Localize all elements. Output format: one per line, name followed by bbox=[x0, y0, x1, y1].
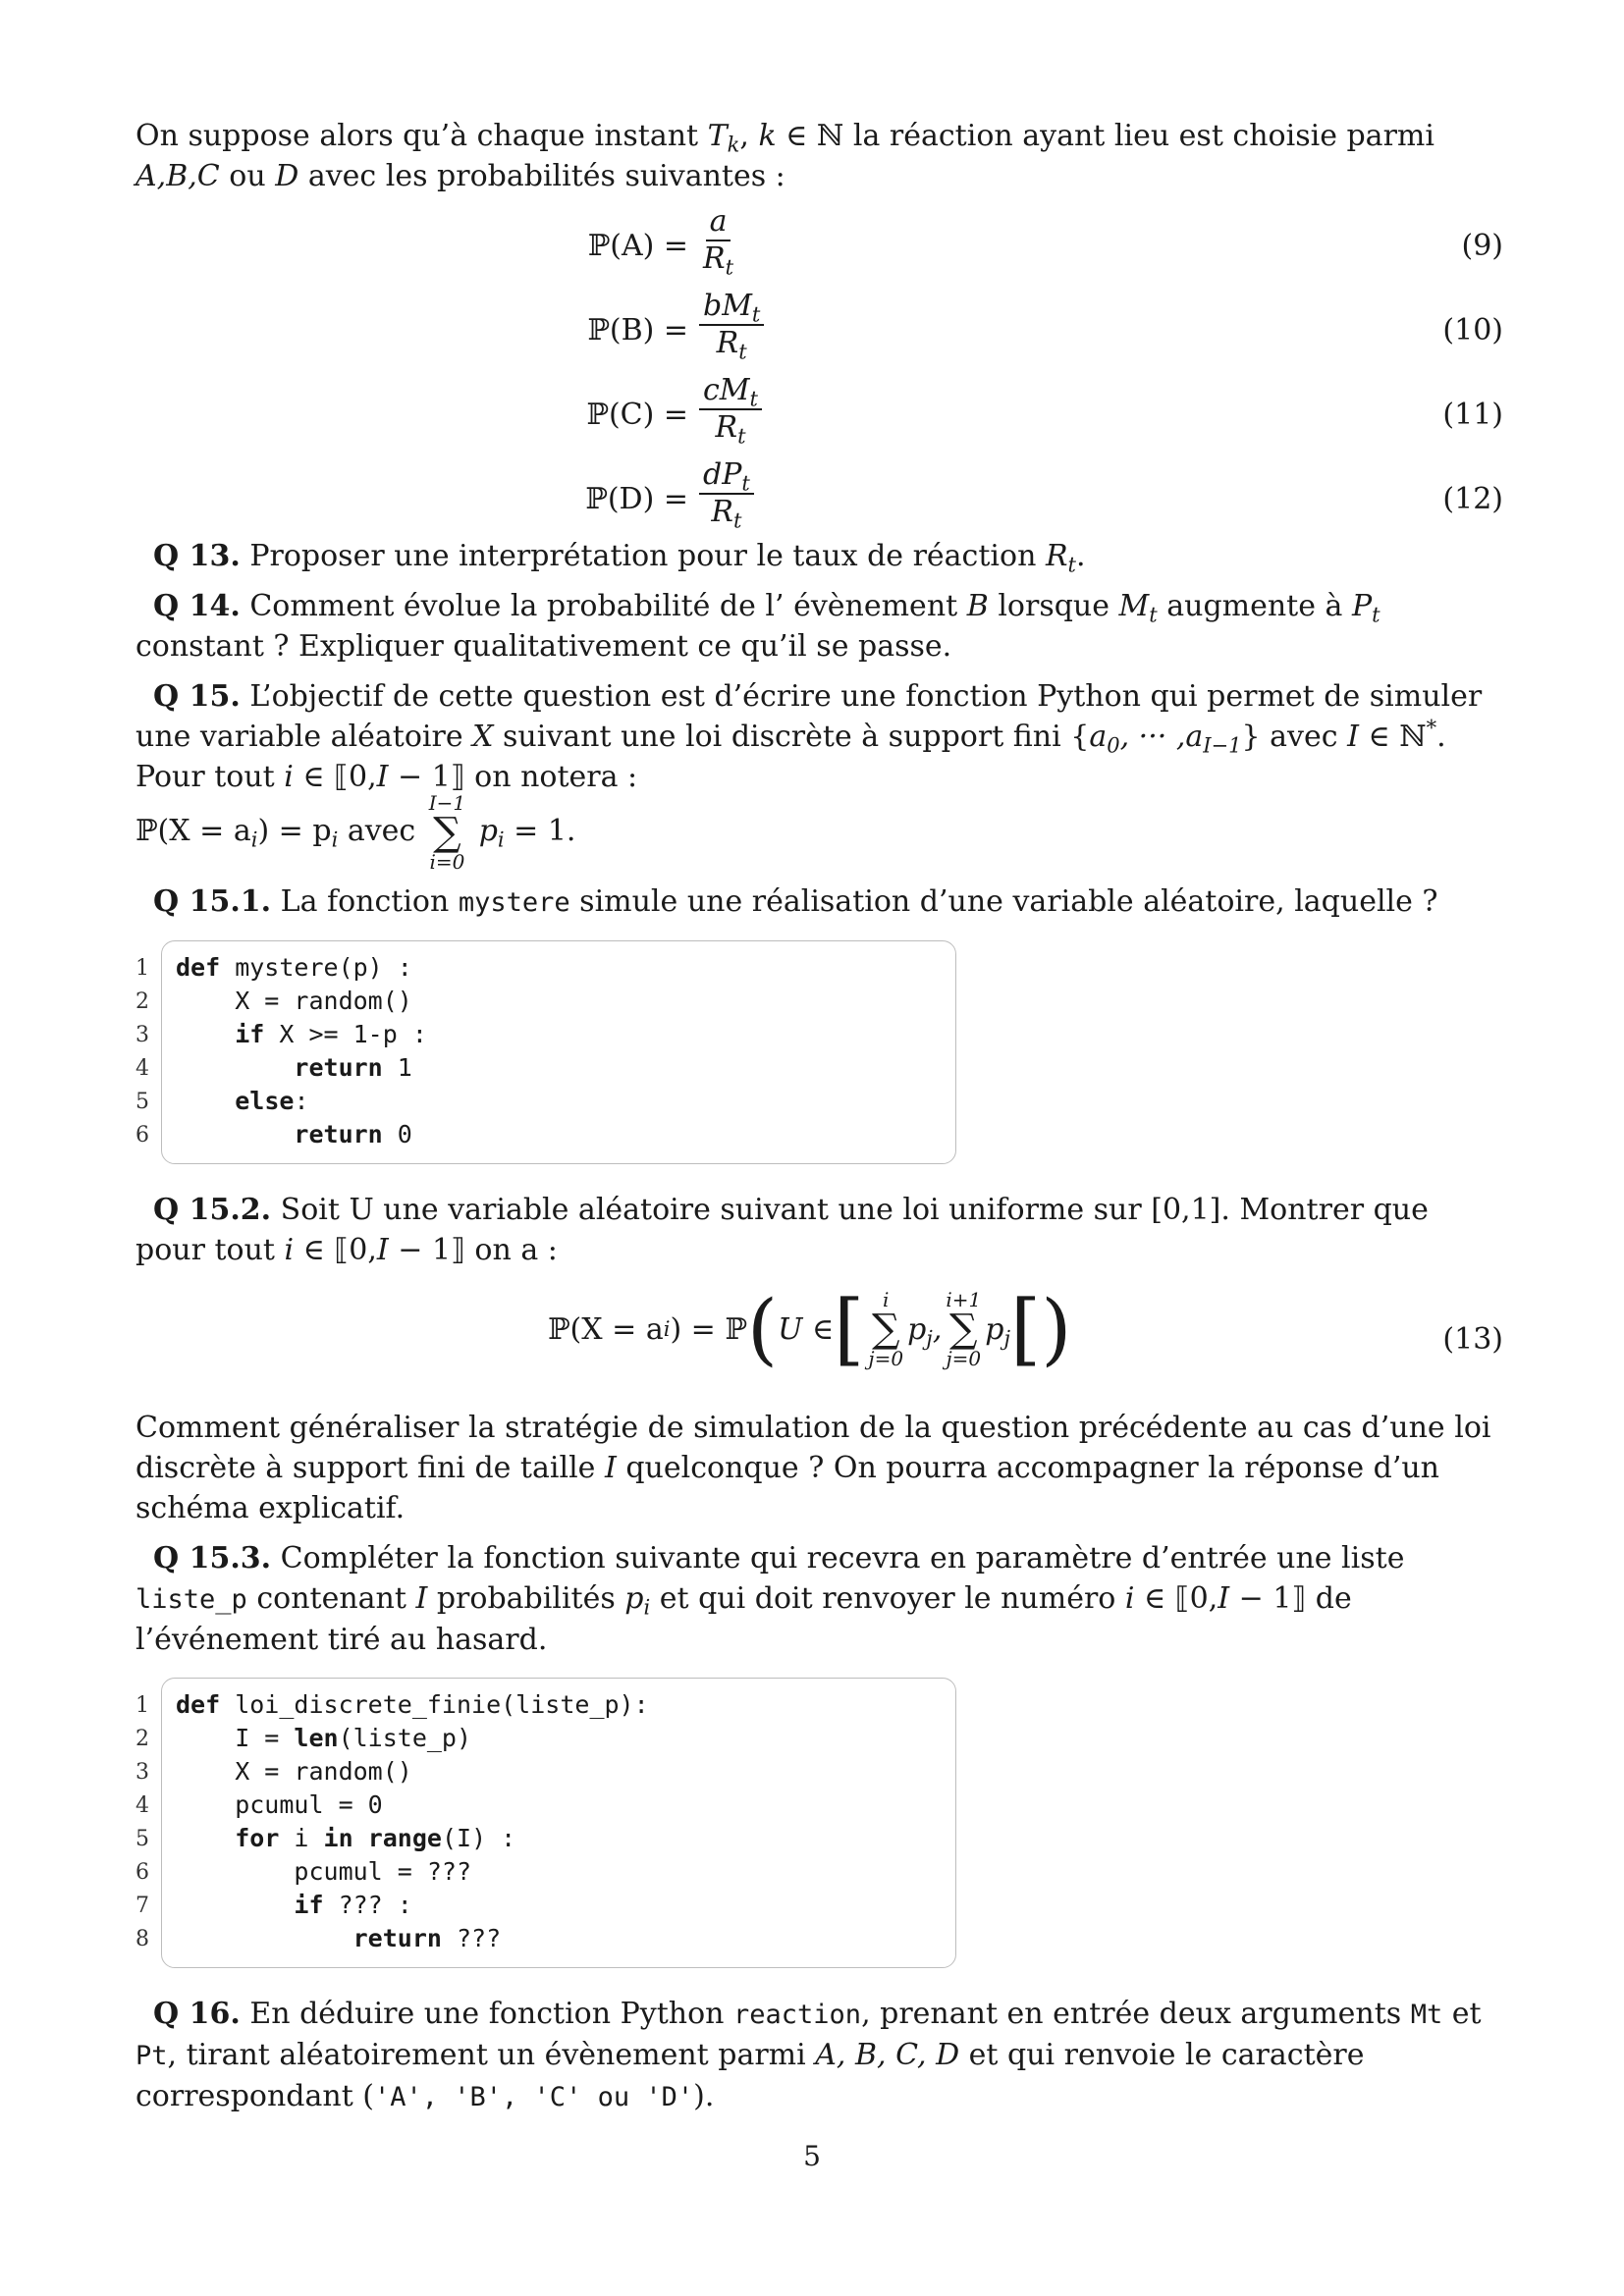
code-line: def loi_discrete_finie(liste_p): bbox=[176, 1690, 649, 1719]
equation-lhs: ℙ(D) = bbox=[585, 482, 688, 516]
code-line: return 0 bbox=[294, 1120, 412, 1148]
line-number: 4 bbox=[135, 1056, 149, 1081]
intro-sep: , bbox=[739, 119, 759, 153]
symbol-i-upper-2: I bbox=[376, 760, 389, 794]
question-13: Q 13. Proposer une interprétation pour le taux de réaction $R_t$. bbox=[153, 539, 1086, 577]
equation-fraction bbox=[699, 289, 764, 363]
inline-code: reaction bbox=[733, 2000, 862, 2030]
left-bracket: [ bbox=[834, 1283, 865, 1374]
right-bracket: [ bbox=[1009, 1283, 1042, 1374]
code-line: if ??? : bbox=[294, 1891, 412, 1919]
question-text: La fonction bbox=[280, 884, 459, 919]
intro-text-4: avec les probabilités suivantes : bbox=[298, 159, 785, 193]
intro-text-3: ou bbox=[219, 159, 276, 193]
generalisation-paragraph bbox=[135, 1408, 1503, 1528]
question-text-3: probabilités bbox=[427, 1581, 625, 1616]
question-text-4: constant ? Expliquer qualitativement ce qu’il se passe. bbox=[135, 629, 952, 664]
question-text-5: ∈ ⟦0, bbox=[1134, 1581, 1218, 1616]
question-text: Comment évolue la probabilité de l’ évènement bbox=[249, 589, 967, 623]
fraction-denominator: $R_t$ bbox=[715, 409, 746, 448]
fraction-numerator: $dP_t$ bbox=[699, 459, 754, 495]
equation-9 bbox=[135, 206, 1503, 285]
line-number: 5 bbox=[135, 1090, 149, 1114]
line-number: 1 bbox=[135, 1693, 149, 1718]
question-text-5: . Pour tout bbox=[135, 720, 1446, 794]
equation-lhs: ℙ(A) = bbox=[587, 229, 688, 263]
symbol-b: B bbox=[966, 589, 989, 623]
line-number: 3 bbox=[135, 1023, 149, 1047]
code-line: return ??? bbox=[352, 1924, 502, 1952]
inline-code-2: Mt bbox=[1410, 2000, 1443, 2030]
symbol-tk: $T_k$ bbox=[707, 119, 740, 157]
equation-fraction bbox=[699, 457, 754, 532]
line-number: 7 bbox=[135, 1894, 149, 1918]
equation-lhs: ℙ(B) = bbox=[587, 313, 688, 347]
question-15-1 bbox=[135, 881, 1503, 923]
sum-symbol: i ∑ j=0 bbox=[868, 1288, 904, 1370]
intro-text: On suppose alors qu’à chaque instant bbox=[135, 119, 708, 153]
question-text: En déduire une fonction Python bbox=[249, 1997, 734, 2031]
line-number: 6 bbox=[135, 1860, 149, 1885]
question-15-3 bbox=[135, 1538, 1503, 1660]
symbol-i-upper-2: I bbox=[1218, 1581, 1230, 1616]
equation-tag: (9) bbox=[1461, 229, 1503, 263]
page-number: 5 bbox=[803, 2140, 821, 2172]
question-text-2: lorsque bbox=[988, 589, 1119, 623]
sum-symbol: I−1 ∑ i=0 bbox=[428, 791, 466, 874]
code-line: else: bbox=[235, 1087, 309, 1115]
equation-tag: (12) bbox=[1442, 482, 1503, 516]
support-set: $a_0$, ··· $,a_{I-1}$ bbox=[1089, 720, 1242, 758]
paragraph-text: Comment généraliser la stratégie de simulation de la question précédente au cas d’une loi discrète à support fini de taille bbox=[135, 1411, 1491, 1485]
intro-text-2: ∈ ℕ la réaction ayant lieu est choisie parmi bbox=[776, 119, 1435, 153]
code-line: return 1 bbox=[294, 1053, 412, 1082]
intro-paragraph bbox=[135, 116, 1503, 196]
inline-code: liste_p bbox=[135, 1584, 247, 1615]
question-label: Q 15.2. bbox=[153, 1193, 272, 1227]
equation-fraction bbox=[699, 204, 737, 279]
code-box bbox=[161, 940, 956, 1164]
equation-10 bbox=[135, 291, 1503, 369]
page-body bbox=[135, 116, 1503, 2127]
symbol-i-upper: I bbox=[604, 1451, 617, 1485]
question-text-3: − 1⟧ on a : bbox=[388, 1233, 558, 1267]
code-line: def mystere(p) : bbox=[176, 953, 412, 982]
question-15-formula: ℙ(X = $a_i) = p_i$ avec I−1 ∑ i=0 $p_i = 1$. bbox=[135, 791, 576, 874]
question-label: Q 15.3. bbox=[153, 1541, 272, 1575]
line-numbers bbox=[130, 952, 149, 1152]
code-line: X = random() bbox=[176, 1757, 412, 1786]
question-text-2: simule une réalisation d’une variable aléatoire, laquelle ? bbox=[569, 884, 1438, 919]
symbol-i: i bbox=[1124, 1581, 1135, 1616]
code-line: pcumul = 0 bbox=[176, 1790, 383, 1819]
reaction-d: D bbox=[275, 159, 299, 193]
symbol-rt: $R_t$ bbox=[1045, 539, 1076, 577]
fraction-denominator: $R_t$ bbox=[716, 325, 747, 363]
symbol-i-upper: I bbox=[415, 1581, 428, 1616]
question-text-4: , tirant aléatoirement un évènement parmi bbox=[167, 2038, 816, 2072]
line-number: 6 bbox=[135, 1123, 149, 1148]
question-text-2: suivant une loi discrète à support fini { bbox=[493, 720, 1090, 754]
symbol-x: X bbox=[472, 720, 494, 754]
code-box bbox=[161, 1678, 956, 1968]
equation-u: U ∈ bbox=[778, 1311, 835, 1347]
line-number: 4 bbox=[135, 1793, 149, 1818]
line-number: 2 bbox=[135, 989, 149, 1014]
fraction-denominator: $R_t$ bbox=[703, 240, 734, 279]
symbol-k: k bbox=[758, 119, 777, 153]
right-paren: ) bbox=[1041, 1283, 1072, 1374]
code-line: for i in range(I) : bbox=[235, 1824, 516, 1852]
question-text: Compléter la fonction suivante qui recevra en paramètre d’entrée une liste bbox=[280, 1541, 1405, 1575]
equation-lhs: ℙ(C) = bbox=[586, 398, 688, 432]
inline-code-4: 'A', 'B', 'C' ou 'D' bbox=[374, 2082, 694, 2112]
formula-part-4: = 1. bbox=[504, 814, 576, 848]
question-text: Soit U une variable aléatoire suivant une loi uniforme sur [0,1]. Montrer que pour tout bbox=[135, 1193, 1429, 1267]
line-number: 1 bbox=[135, 956, 149, 981]
equation-tag: (11) bbox=[1442, 398, 1503, 432]
formula-part-1: ℙ(X = a bbox=[135, 814, 251, 848]
code-line: I = len(liste_p) bbox=[176, 1724, 472, 1752]
question-text-4: et qui doit renvoyer le numéro bbox=[650, 1581, 1125, 1616]
question-text-2: , prenant en entrée deux arguments bbox=[861, 1997, 1411, 2031]
equation-13 bbox=[135, 1280, 1503, 1398]
code-line: pcumul = ??? bbox=[176, 1857, 472, 1886]
code-line: X = random() bbox=[176, 987, 412, 1015]
sum-symbol-2: i+1 ∑ j=0 bbox=[946, 1288, 982, 1370]
formula-part-2: ) = p bbox=[257, 814, 332, 848]
question-label: Q 15. bbox=[153, 679, 241, 714]
question-text-3: augmente à bbox=[1157, 589, 1352, 623]
symbol-pi: $p_i$ bbox=[624, 1581, 651, 1620]
equation-13-body: ℙ(X = a i ) = ℙ ( U ∈ [ i ∑ j=0 $p_j$, i+1 ∑ j=0 $p_j$ [ ) bbox=[548, 1283, 1072, 1374]
event-list: A, B, C, D bbox=[815, 2038, 960, 2072]
paragraph-text-2: quelconque ? On pourra accompagner la réponse d’un schéma explicatif. bbox=[135, 1451, 1439, 1525]
fraction-numerator: $cM_t$ bbox=[699, 375, 762, 410]
question-14 bbox=[135, 586, 1503, 667]
code-block-mystere bbox=[135, 940, 1503, 1164]
fraction-numerator: $bM_t$ bbox=[699, 291, 764, 326]
symbol-pt: $P_t$ bbox=[1351, 589, 1380, 627]
question-text-6: ). bbox=[693, 2079, 715, 2113]
line-numbers bbox=[130, 1689, 149, 1956]
symbol-i-upper: I bbox=[376, 1233, 389, 1267]
code-block-loi-discrete bbox=[135, 1678, 1503, 1968]
line-number: 2 bbox=[135, 1727, 149, 1751]
code-line: if X >= 1-p : bbox=[235, 1020, 427, 1048]
equation-12 bbox=[135, 459, 1503, 538]
symbol-i: i bbox=[284, 1233, 295, 1267]
question-text-3: et bbox=[1442, 1997, 1482, 2031]
symbol-i: i bbox=[284, 760, 294, 794]
question-text-3: } avec bbox=[1241, 720, 1348, 754]
line-number: 8 bbox=[135, 1927, 149, 1951]
reaction-choices: A,B,C bbox=[135, 159, 220, 193]
question-16 bbox=[135, 1994, 1503, 2117]
question-15-2 bbox=[135, 1190, 1503, 1270]
question-text-2: contenant bbox=[246, 1581, 416, 1616]
line-number: 5 bbox=[135, 1827, 149, 1851]
probability-equations bbox=[135, 204, 1503, 532]
equation-tag: (10) bbox=[1442, 313, 1503, 347]
question-text: L’objectif de cette question est d’écrire une fonction Python qui permet de simuler une variable aléatoire bbox=[135, 679, 1483, 754]
fraction-denominator: $R_t$ bbox=[711, 494, 742, 532]
question-text-7: − 1⟧ on notera : bbox=[388, 760, 638, 794]
equation-lhs: ℙ(X = a bbox=[548, 1311, 664, 1347]
question-text-6: − 1⟧ de l’événement tiré au hasard. bbox=[135, 1581, 1352, 1657]
question-text-5: et qui renvoie le caractère correspondant ( bbox=[135, 2038, 1365, 2113]
question-label: Q 13. bbox=[153, 539, 241, 573]
formula-part-3: avec bbox=[338, 814, 416, 848]
line-number: 3 bbox=[135, 1760, 149, 1785]
question-text-2: ∈ ⟦0, bbox=[294, 1233, 377, 1267]
question-15: Q 15. L’objectif de cette question est d’écrire une fonction Python qui permet de simuler une variable aléatoire X suivant une loi discrète à support fini {$a_0$, ··· $,a_{I-1}$} avec I ∈ ℕ*. Pour tout i ∈ ⟦0,I − 1⟧ on notera : bbox=[135, 679, 1483, 794]
equation-11 bbox=[135, 375, 1503, 454]
equation-tag: (13) bbox=[1442, 1322, 1503, 1357]
equation-fraction bbox=[699, 373, 762, 448]
question-text-4: ∈ ℕ bbox=[1358, 720, 1427, 754]
symbol-mt: $M_t$ bbox=[1118, 589, 1158, 627]
left-paren: ( bbox=[746, 1283, 779, 1374]
inline-code-3: Pt bbox=[135, 2041, 168, 2071]
question-label: Q 16. bbox=[153, 1997, 241, 2031]
symbol-i-upper: I bbox=[1347, 720, 1359, 754]
question-label: Q 14. bbox=[153, 589, 241, 623]
fraction-numerator: a bbox=[706, 206, 731, 241]
question-text-6: ∈ ⟦0, bbox=[293, 760, 377, 794]
question-label: Q 15.1. bbox=[153, 884, 272, 919]
question-text: Proposer une interprétation pour le taux de réaction bbox=[249, 539, 1046, 573]
equation-mid: ) = ℙ bbox=[670, 1311, 747, 1347]
inline-code: mystere bbox=[458, 887, 570, 918]
